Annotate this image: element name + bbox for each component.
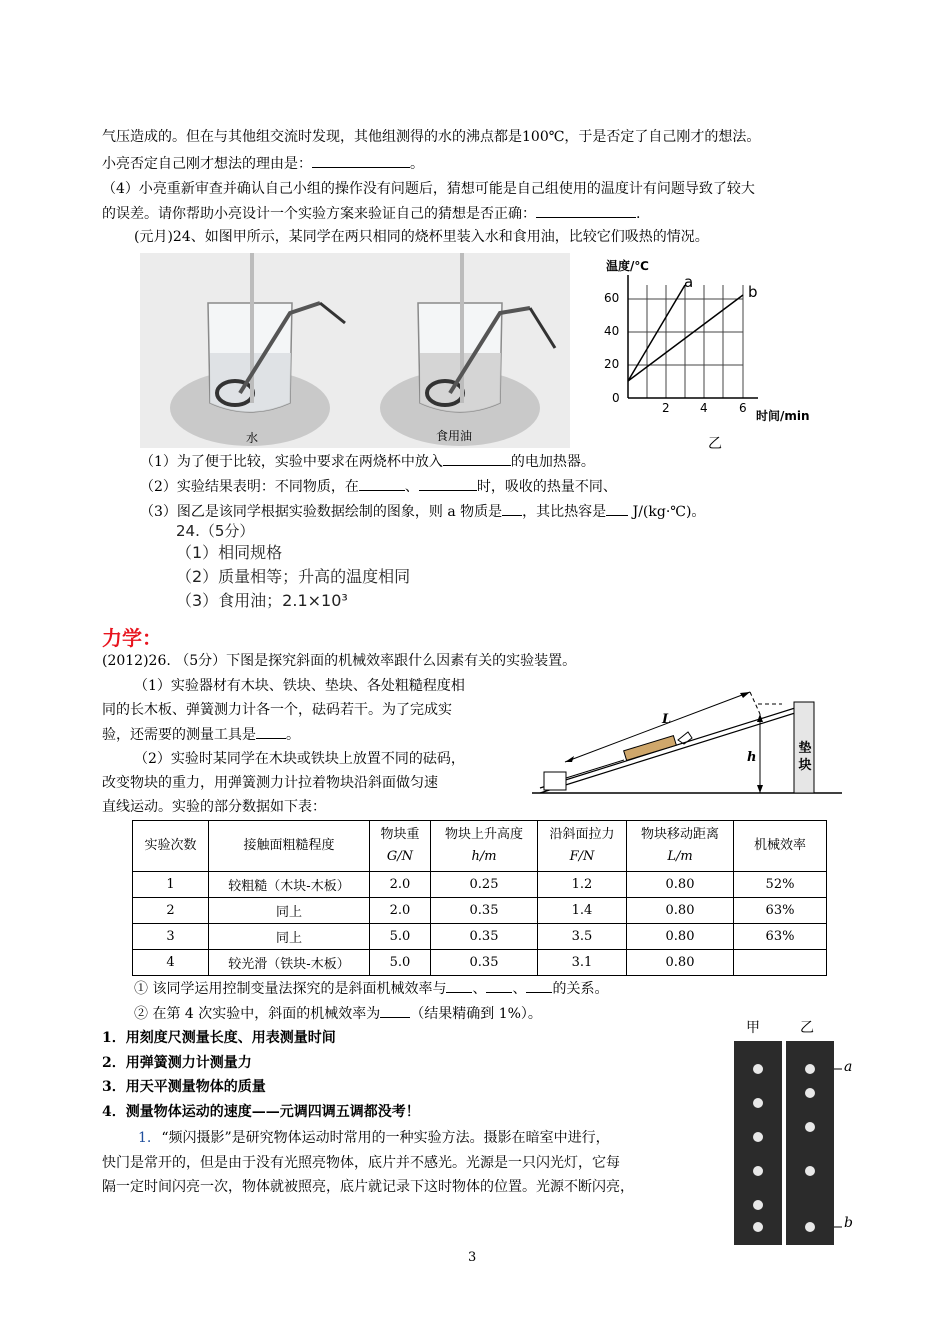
answer-blank (359, 476, 405, 491)
table-cell: 1.4 (538, 898, 627, 924)
text-line: 快门是常开的，但是由于没有光照亮物体，底片并不感光。光源是一只闪光灯，它每 (102, 1155, 620, 1171)
list-item: 4．测量物体运动的速度——元调四调五调都没考！ (102, 1104, 420, 1120)
text-segment: （2）实验结果表明：不同物质，在 (140, 479, 359, 495)
text-line (134, 1003, 542, 1024)
text-segment: （结果精确到 1%）。 (410, 1006, 542, 1022)
text-line (138, 1128, 610, 1148)
table-cell: 0.35 (431, 924, 538, 950)
text-line (102, 153, 424, 174)
graph-xtick: 2 (662, 401, 670, 415)
table-cell: 0.35 (431, 898, 538, 924)
table-cell: 0.80 (627, 950, 734, 976)
table-cell: 0.80 (627, 872, 734, 898)
table-cell: 2.0 (370, 872, 431, 898)
text-line (140, 476, 617, 497)
graph-ytick: 40 (604, 324, 620, 338)
water-label: 水 (246, 431, 259, 445)
table-cell: 0.25 (431, 872, 538, 898)
table-header-text: 接触面粗糙程度 (243, 838, 335, 853)
text-segment: J/(kg·℃)。 (628, 504, 706, 520)
table-cell: 较粗糙（木块-木板） (209, 872, 370, 898)
text-segment: （3）图乙是该同学根据实验数据绘制的图象，则 a 物质是 (140, 504, 503, 520)
table-header-text: 沿斜面拉力 (549, 827, 615, 842)
table-cell: 1.2 (538, 872, 627, 898)
answer-blank (419, 476, 477, 491)
question-24-title: (元月)24、如图甲所示，某同学在两只相同的烧杯里装入水和食用油，比较它们吸热的情况。 (134, 229, 709, 245)
text-segment: 、 (404, 479, 419, 495)
text-segment: 的关系。 (552, 981, 609, 997)
table-header-text: 实验次数 (144, 838, 197, 853)
text-line (140, 501, 705, 522)
table-header-text: 物块上升高度 (444, 827, 523, 842)
answer-line: （1）相同规格 (176, 543, 283, 562)
beaker-photo (140, 253, 570, 448)
text-segment: ，其比热容是 (522, 504, 607, 520)
table-header-text: 物块移动距离 (640, 827, 719, 842)
table-header (209, 821, 370, 872)
text-line: 隔一定时间闪亮一次，物体就被照亮，底片就记录下这时物体的位置。光源不断闪亮， (102, 1179, 634, 1195)
table-row (133, 898, 827, 924)
graph-ylabel: 温度/℃ (606, 259, 649, 273)
length-label: L (662, 712, 672, 727)
table-cell: 4 (133, 950, 209, 976)
line-b-label: b (748, 283, 758, 301)
table-cell: 2 (133, 898, 209, 924)
text-segment: 时，吸收的热量不同、 (476, 479, 617, 495)
oil-label: 食用油 (436, 429, 473, 443)
answer-blank (526, 978, 552, 993)
line-a-label: a (684, 273, 694, 291)
answer-blank (256, 724, 286, 739)
table-row (133, 872, 827, 898)
table-cell: 3.1 (538, 950, 627, 976)
text-segment: 、 (512, 981, 527, 997)
marker-a: a (844, 1059, 853, 1075)
list-item: 2．用弹簧测力计测量力 (102, 1055, 252, 1071)
height-label: h (747, 750, 757, 765)
table-cell: 63% (734, 898, 827, 924)
table-cell: 5.0 (370, 950, 431, 976)
text-line: 同的长木板、弹簧测力计各一个，砝码若干。为了完成实 (102, 702, 452, 718)
table-cell: 1 (133, 872, 209, 898)
table-cell (734, 950, 827, 976)
text-segment: ② 在第 4 次实验中，斜面的机械效率为 (134, 1006, 381, 1022)
incline-diagram (532, 680, 847, 798)
text-line: （2）实验时某同学在木块或铁块上放置不同的砝码， (134, 751, 465, 767)
item-number: 1. (138, 1130, 152, 1146)
text-segment: 。 (410, 156, 424, 172)
table-header (133, 821, 209, 872)
table-header-unit: h/m (471, 849, 497, 864)
text-line: （1）实验器材有木块、铁块、垫块、各处粗糙程度相 (134, 678, 465, 694)
answer-line: （3）食用油；2.1×10³ (176, 591, 348, 610)
text-line: 改变物块的重力，用弹簧测力计拉着物块沿斜面做匀速 (102, 775, 438, 791)
answer-blank (446, 978, 472, 993)
answer-blank (536, 203, 636, 218)
text-line: 直线运动。实验的部分数据如下表： (102, 799, 326, 815)
text-segment: 小亮否定自己刚才想法的理由是： (102, 156, 312, 172)
answer-blank (380, 1003, 410, 1018)
strobe-photo (728, 1017, 858, 1247)
question-26-title: (2012)26. （5分）下图是探究斜面的机械效率跟什么因素有关的实验装置。 (102, 653, 577, 669)
table-header-unit: G/N (386, 849, 414, 864)
table-row (133, 950, 827, 976)
table-cell: 2.0 (370, 898, 431, 924)
graph-xlabel: 时间/min (756, 409, 810, 423)
table-cell: 5.0 (370, 924, 431, 950)
text-segment: 的电加热器。 (510, 454, 595, 470)
text-line (140, 451, 595, 472)
text-segment: 。 (286, 727, 300, 743)
jia-label: 甲 (746, 1020, 760, 1036)
answer-blank (606, 501, 628, 516)
table-row (133, 924, 827, 950)
text-segment: 的误差。请你帮助小亮设计一个实验方案来验证自己的猜想是否正确： (102, 206, 536, 222)
text-segment: ① 该同学运用控制变量法探究的是斜面机械效率与 (134, 981, 447, 997)
yi-label: 乙 (800, 1020, 814, 1036)
table-header (734, 821, 827, 872)
list-item: 3．用天平测量物体的质量 (102, 1079, 266, 1095)
table-cell: 52% (734, 872, 827, 898)
table-cell: 63% (734, 924, 827, 950)
text-line (102, 724, 300, 745)
list-item: 1．用刻度尺测量长度、用表测量时间 (102, 1030, 336, 1046)
text-line (102, 203, 640, 224)
table-header-unit: F/N (569, 849, 595, 864)
graph-xtick: 6 (739, 401, 747, 415)
table-header-unit: L/m (667, 849, 693, 864)
page-number: 3 (468, 1250, 477, 1265)
marker-b: b (844, 1215, 853, 1231)
table-cell: 0.35 (431, 950, 538, 976)
text-segment: . (636, 206, 641, 222)
text-line (134, 978, 608, 999)
answer-line: （2）质量相等；升高的温度相同 (176, 567, 411, 586)
text-segment: “频闪摄影”是研究物体运动时常用的一种实验方法。摄影在暗室中进行， (161, 1130, 610, 1146)
answer-blank (312, 153, 410, 168)
table-cell: 同上 (209, 924, 370, 950)
answer-title: 24.（5分） (176, 522, 255, 540)
table-cell: 同上 (209, 898, 370, 924)
pad-block-label: 垫块 (798, 741, 812, 773)
section-title: 力学： (102, 626, 162, 650)
table-header-row (133, 821, 827, 872)
answer-blank (443, 451, 511, 466)
answer-blank (502, 501, 522, 516)
table-header (370, 821, 431, 872)
table-cell: 3.5 (538, 924, 627, 950)
table-cell: 0.80 (627, 898, 734, 924)
graph-caption: 乙 (708, 436, 722, 452)
table-header-text: 机械效率 (753, 838, 806, 853)
table-cell: 0.80 (627, 924, 734, 950)
text-line: 气压造成的。但在与其他组交流时发现，其他组测得的水的沸点都是100℃，于是否定了自己刚才的想法。 (102, 129, 761, 145)
text-segment: 、 (472, 981, 487, 997)
table-cell: 较光滑（铁块-木板） (209, 950, 370, 976)
table-header-text: 物块重 (380, 827, 420, 842)
table-cell: 3 (133, 924, 209, 950)
experiment-table (132, 820, 827, 976)
graph-ytick: 0 (612, 391, 620, 405)
graph-xtick: 4 (700, 401, 708, 415)
text-segment: 验，还需要的测量工具是 (102, 727, 256, 743)
graph-ytick: 60 (604, 291, 620, 305)
graph-ytick: 20 (604, 357, 620, 371)
table-header (431, 821, 538, 872)
temperature-graph (598, 255, 823, 455)
answer-blank (486, 978, 512, 993)
text-line: （4）小亮重新审查并确认自己小组的操作没有问题后，猜想可能是自己组使用的温度计有问题导致了较大 (102, 181, 755, 197)
table-header (538, 821, 627, 872)
text-segment: （1）为了便于比较，实验中要求在两烧杯中放入 (140, 454, 443, 470)
table-header (627, 821, 734, 872)
